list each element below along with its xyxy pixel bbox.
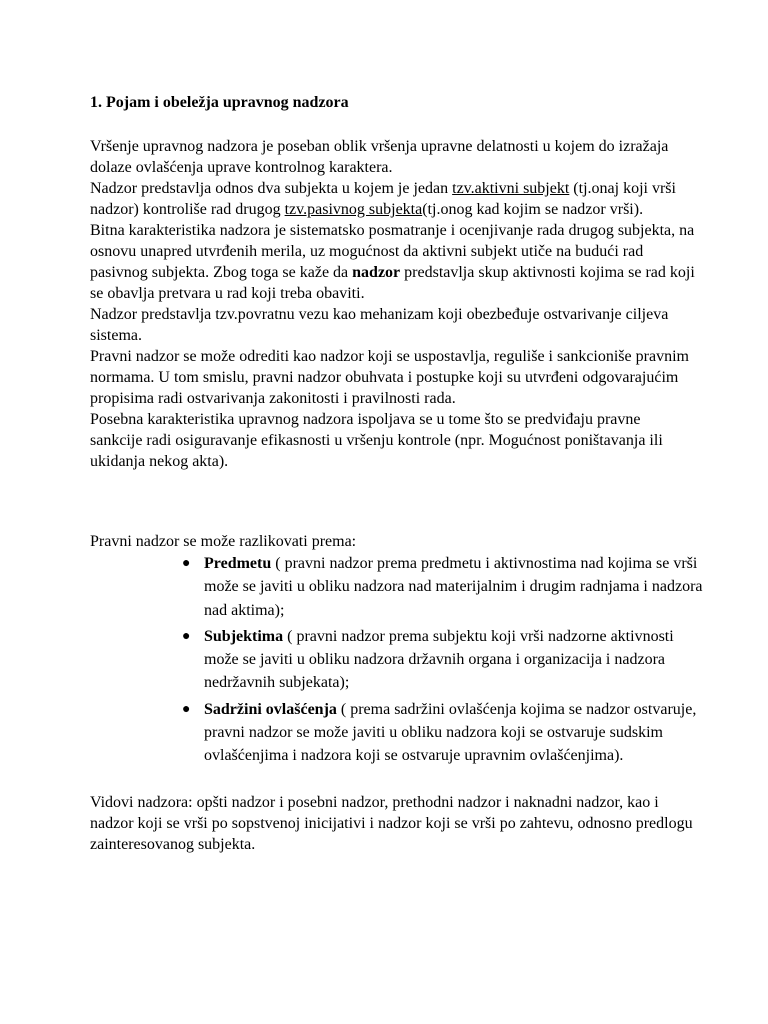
criteria-list (180, 552, 704, 771)
list-item-term: Sadržini ovlašćenja (204, 700, 337, 718)
intro-paragraph-3 (90, 220, 695, 304)
paragraph-text: Nadzor predstavlja odnos dva subjekta u kojem je jedan (90, 180, 453, 197)
page-title: 1. Pojam i obeležja upravnog nadzora (90, 94, 349, 111)
underlined-term-aktivni: tzv.aktivni subjekt (452, 180, 570, 197)
list-item-term: Predmetu (204, 555, 272, 572)
closing-paragraph: Vidovi nadzora: opšti nadzor i posebni nadzor, prethodni nadzor i naknadni nadzor, kao i nadzor koji se vrši po sopstvenoj inicijativi i nadzor koji se vrši po zahtevu, odnosno predlogu zainteresovanog subjekta. (90, 794, 693, 853)
intro-paragraph-1: Vršenje upravnog nadzora je poseban oblik vršenja upravne delatnosti u kojem do izražaja dolaze ovlašćenja uprave kontrolnog karaktera. (90, 138, 669, 176)
bold-term-nadzor: nadzor (352, 264, 401, 281)
paragraph-text: Bitna karakteristika nadzora je sistematsko posmatranje i ocenjivanje rada drugog subjekta, na osnovu unapred utvrđenih merila, uz mogućnost da aktivni subjekt utiče na budući rad pasivnog subjekta. Zbog toga se kaže da (90, 222, 695, 281)
bullet-icon: ● (182, 701, 191, 717)
paragraph-text: (tj.onaj koji vrši nadzor) kontroliše rad drugog (90, 180, 676, 218)
underlined-term-pasivni: tzv.pasivnog subjekta (284, 201, 423, 218)
list-item (182, 552, 704, 622)
intro-paragraph-6: Posebna karakteristika upravnog nadzora ispoljava se u tome što se predviđaju pravne sankcije radi osiguravanje efikasnosti u vršenju kontrole (npr. Mogućnost poništavanja ili ukidanja nekog akta). (90, 411, 663, 470)
intro-paragraph-5: Pravni nadzor se može odrediti kao nadzor koji se uspostavlja, reguliše i sankcioniše pravnim normama. U tom smislu, pravni nadzor obuhvata i postupke koji su utvrđeni odgovarajućim propisima radi ostvarivanja zakonitosti i pravilnosti rada. (90, 348, 689, 407)
intro-paragraph-2 (90, 178, 695, 220)
paragraph-text: (tj.onog kad kojim se nadzor vrši). (422, 201, 644, 218)
list-item (182, 698, 704, 768)
list-item-text: ( prema sadržini ovlašćenja kojima se nadzor ostvaruje, pravni nadzor se može javiti u obliku nadzora koji se ostvaruje sudskim ovlašćenjima i nadzora koji se ostvaruje upravnim ovlašćenjima). (204, 700, 697, 765)
intro-paragraph-4: Nadzor predstavlja tzv.povratnu vezu kao mehanizam koji obezbeđuje ostvarivanje ciljeva sistema. (90, 306, 669, 344)
list-item (182, 625, 704, 695)
intro-section (90, 136, 695, 472)
list-item-term: Subjektima (204, 627, 284, 645)
bullet-icon: ● (182, 628, 191, 644)
bullet-icon: ● (182, 556, 191, 571)
closing-section (90, 792, 695, 855)
list-lead: Pravni nadzor se može razlikovati prema: (90, 533, 357, 550)
list-item-text: ( pravni nadzor prema subjektu koji vrši nadzorne aktivnosti može se javiti u obliku nadzora državnih organa i organizacija i nadzora nedržavnih subjekata); (204, 627, 674, 692)
list-item-text: ( pravni nadzor prema predmetu i aktivnostima nad kojima se vrši može se javiti u obliku nadzora nad materijalnim i drugim radnjama i nadzora nad aktima); (204, 555, 703, 619)
paragraph-text: predstavlja skup aktivnosti kojima se rad koji se obavlja pretvara u rad koji treba obaviti. (90, 264, 695, 302)
